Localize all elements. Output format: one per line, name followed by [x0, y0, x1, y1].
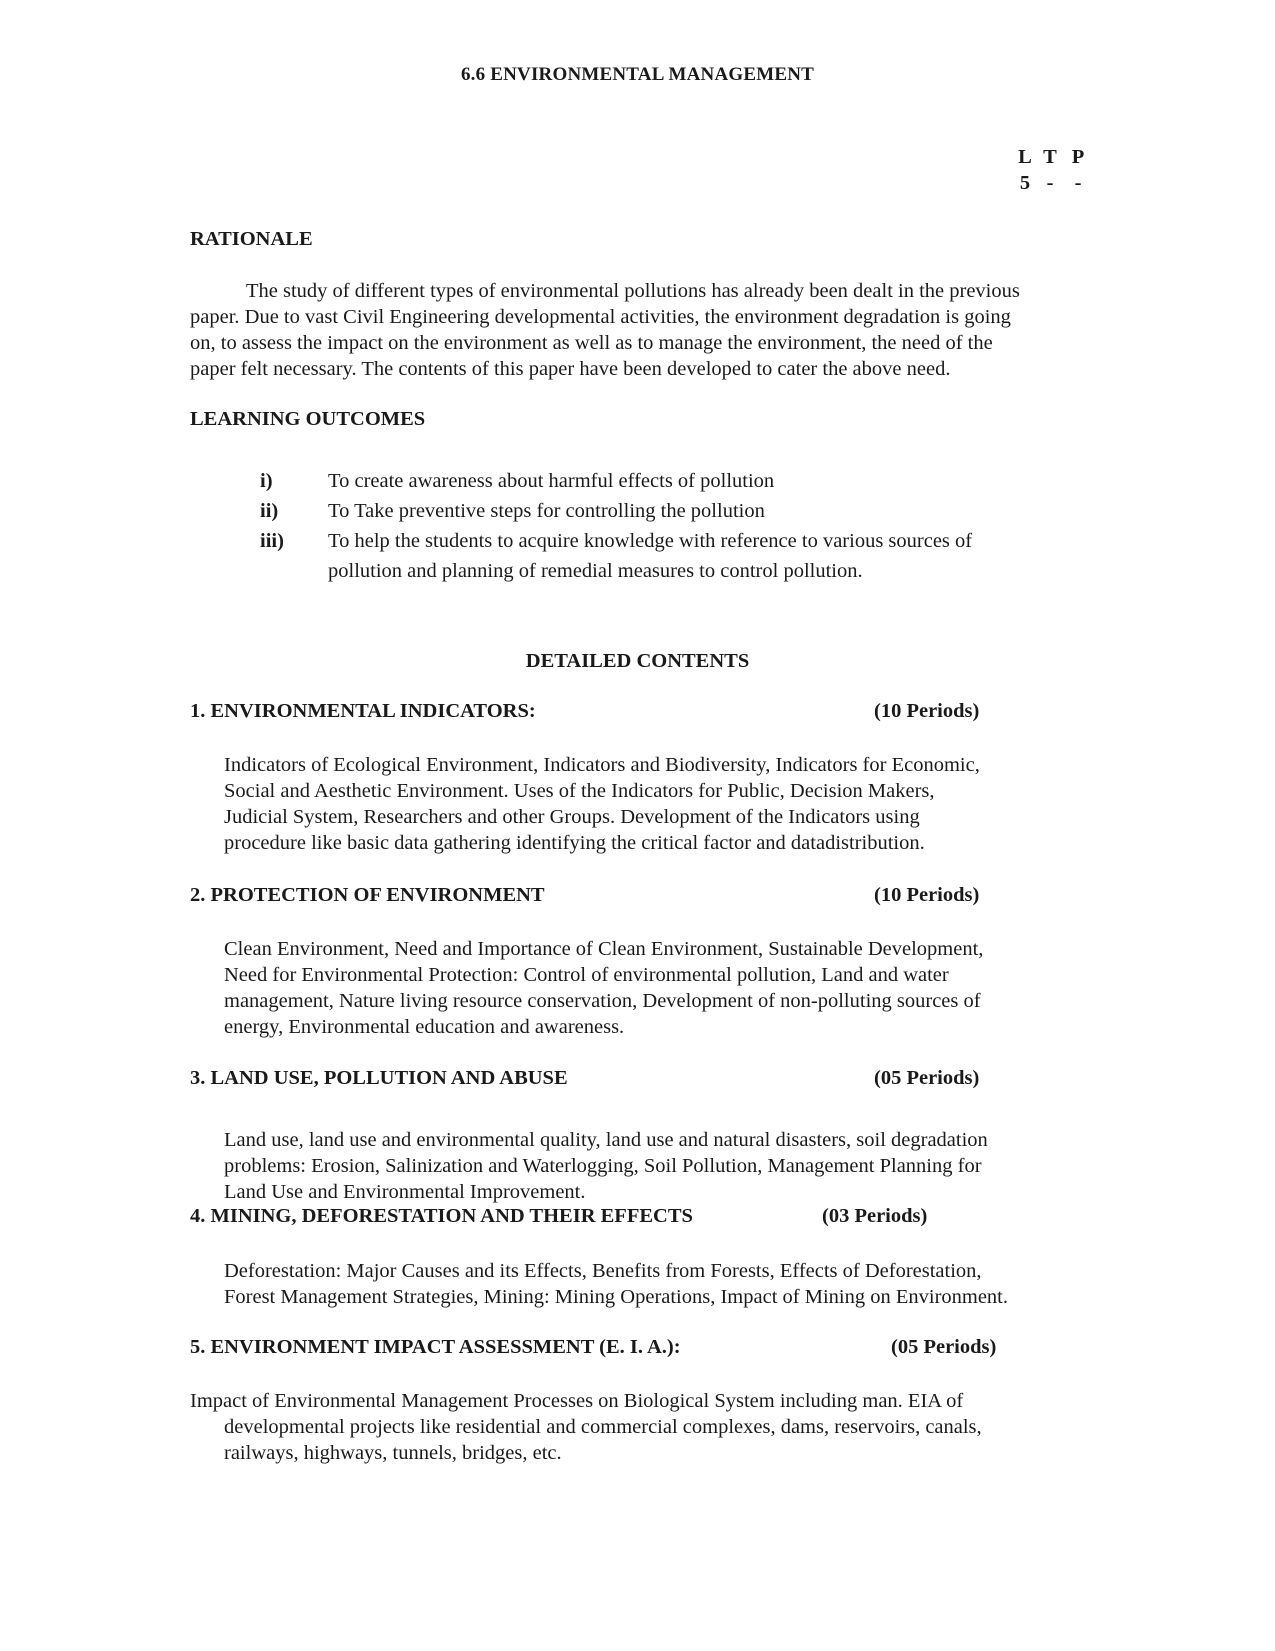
section-body-line: procedure like basic data gathering identifying the critical factor and datadistribution.: [224, 832, 925, 854]
outcome-line: pollution and planning of remedial measures to control pollution.: [328, 560, 863, 582]
rationale-line: on, to assess the impact on the environment as well as to manage the environment, the need of the: [190, 332, 993, 354]
section-1-body: [224, 752, 1076, 856]
section-5-heading: 5. ENVIRONMENT IMPACT ASSESSMENT (E. I. A.):: [190, 1336, 681, 1358]
section-body-line: Indicators of Ecological Environment, Indicators and Biodiversity, Indicators for Economic,: [224, 754, 980, 776]
outcome-text: [328, 496, 1048, 526]
section-5-body: [190, 1388, 1076, 1466]
ltp-header-row: [1014, 146, 1092, 169]
section-4-heading: 4. MINING, DEFORESTATION AND THEIR EFFECTS: [190, 1205, 693, 1227]
detailed-contents-heading: DETAILED CONTENTS: [525, 650, 750, 672]
ltp-value-p: -: [1074, 172, 1082, 194]
section-2-periods: (10 Periods): [874, 884, 980, 906]
section-body-line: Forest Management Strategies, Mining: Mining Operations, Impact of Mining on Environment.: [224, 1286, 1009, 1308]
rationale-line: The study of different types of environmental pollutions has already been dealt in the previous: [246, 280, 1020, 302]
rationale-line: paper. Due to vast Civil Engineering developmental activities, the environment degradation is going: [190, 306, 1011, 328]
ltp-value-t: -: [1046, 172, 1054, 194]
outcome-line: To create awareness about harmful effects of pollution: [328, 470, 775, 492]
section-5-periods: (05 Periods): [891, 1336, 997, 1358]
outcome-number: iii): [260, 530, 284, 552]
outcome-line: To help the students to acquire knowledge with reference to various sources of: [328, 530, 973, 552]
section-body-line: Land Use and Environmental Improvement.: [224, 1181, 586, 1203]
rationale-paragraph: [190, 278, 1076, 382]
section-3-heading: 3. LAND USE, POLLUTION AND ABUSE: [190, 1067, 568, 1089]
section-1-heading: 1. ENVIRONMENTAL INDICATORS:: [190, 700, 536, 722]
ltp-header-p: P: [1071, 146, 1085, 168]
section-body-line: Impact of Environmental Management Processes on Biological System including man. EIA of: [190, 1390, 964, 1412]
outcome-number: ii): [260, 500, 279, 522]
outcome-text: [328, 526, 1048, 586]
section-2-body: [224, 936, 1076, 1040]
learning-outcomes-heading: LEARNING OUTCOMES: [190, 408, 426, 430]
ltp-header-t: T: [1043, 146, 1057, 168]
section-body-line: Need for Environmental Protection: Control of environmental pollution, Land and water: [224, 964, 949, 986]
section-4-periods: (03 Periods): [822, 1205, 928, 1227]
section-body-line: energy, Environmental education and awareness.: [224, 1016, 625, 1038]
section-body-line: Land use, land use and environmental quality, land use and natural disasters, soil degradation: [224, 1129, 988, 1151]
section-body-line: Judicial System, Researchers and other Groups. Development of the Indicators using: [224, 806, 920, 828]
ltp-values-row: [1014, 172, 1092, 195]
section-3-periods: (05 Periods): [874, 1067, 980, 1089]
section-1-periods: (10 Periods): [874, 700, 980, 722]
section-body-line: railways, highways, tunnels, bridges, etc.: [224, 1442, 562, 1464]
section-body-line: Clean Environment, Need and Importance of Clean Environment, Sustainable Development,: [224, 938, 984, 960]
section-body-line: problems: Erosion, Salinization and Waterlogging, Soil Pollution, Management Planning for: [224, 1155, 982, 1177]
outcome-line: To Take preventive steps for controlling the pollution: [328, 500, 765, 522]
ltp-header-l: L: [1018, 146, 1032, 168]
ltp-value-l: 5: [1019, 172, 1031, 194]
outcome-text: [328, 466, 1048, 496]
section-body-line: Social and Aesthetic Environment. Uses of the Indicators for Public, Decision Makers,: [224, 780, 935, 802]
rationale-heading: RATIONALE: [190, 228, 313, 250]
rationale-line: paper felt necessary. The contents of this paper have been developed to cater the above need.: [190, 358, 951, 380]
section-body-line: management, Nature living resource conservation, Development of non-polluting sources of: [224, 990, 981, 1012]
section-2-heading: 2. PROTECTION OF ENVIRONMENT: [190, 884, 545, 906]
section-3-body: [224, 1127, 1076, 1205]
page-title: 6.6 ENVIRONMENTAL MANAGEMENT: [460, 64, 815, 85]
outcome-number: i): [260, 470, 273, 492]
section-4-body: [224, 1258, 1076, 1310]
section-body-line: Deforestation: Major Causes and its Effects, Benefits from Forests, Effects of Deforestation,: [224, 1260, 982, 1282]
section-body-line: developmental projects like residential and commercial complexes, dams, reservoirs, canals,: [224, 1416, 982, 1438]
